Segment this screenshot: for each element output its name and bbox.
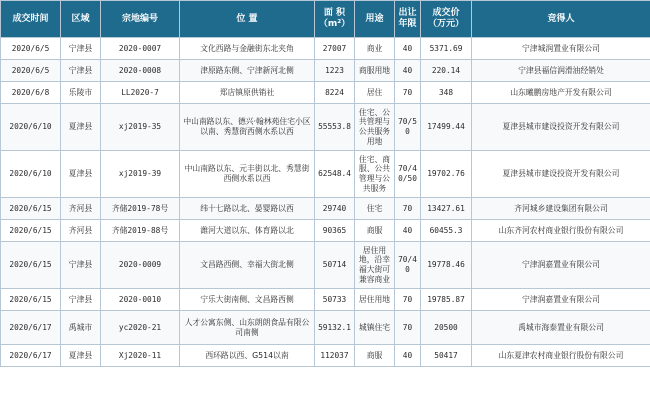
header-usage: 用途 [355,1,395,38]
cell-price: 60455.3 [421,220,472,242]
cell-price: 17499.44 [421,104,472,151]
table-header-row [1,1,650,38]
cell-location: 津原路东侧、宁津新河北侧 [180,60,315,82]
cell-price: 220.14 [421,60,472,82]
cell-buyer: 宁津城润置业有限公司 [472,38,650,60]
cell-years: 40 [395,38,421,60]
table-row [1,242,650,289]
cell-price: 13427.61 [421,198,472,220]
cell-usage: 商服用地 [355,60,395,82]
cell-years: 70/40 [395,242,421,289]
cell-years: 70/40/50 [395,151,421,198]
cell-area: 8224 [315,82,355,104]
cell-buyer: 夏津县城市建设投资开发有限公司 [472,104,650,151]
cell-usage: 居住用地 [355,289,395,311]
cell-region: 宁津县 [61,38,101,60]
cell-region: 宁津县 [61,60,101,82]
cell-buyer: 夏津县城市建设投资开发有限公司 [472,151,650,198]
cell-region: 夏津县 [61,345,101,367]
cell-price: 19778.46 [421,242,472,289]
cell-code: xj2019-35 [101,104,180,151]
cell-code: 齐储2019-78号 [101,198,180,220]
header-area-label: 面 积 [323,8,346,18]
cell-date: 2020/6/15 [1,198,61,220]
cell-code: 齐储2019-88号 [101,220,180,242]
cell-years: 70 [395,289,421,311]
cell-date: 2020/6/15 [1,220,61,242]
cell-area: 62548.4 [315,151,355,198]
cell-years: 40 [395,60,421,82]
cell-location: 郑店镇原供销社 [180,82,315,104]
cell-date: 2020/6/10 [1,151,61,198]
cell-area: 50733 [315,289,355,311]
cell-code: 2020-0010 [101,289,180,311]
cell-area: 1223 [315,60,355,82]
cell-usage: 商业 [355,38,395,60]
table-row [1,289,650,311]
cell-area: 29740 [315,198,355,220]
table-row [1,220,650,242]
header-buyer: 竞得人 [472,1,650,38]
cell-location: 文昌路西侧、幸福大街北侧 [180,242,315,289]
header-area [315,1,355,38]
cell-price: 5371.69 [421,38,472,60]
table-row [1,311,650,345]
cell-years: 70 [395,82,421,104]
cell-usage: 城镇住宅 [355,311,395,345]
header-area-unit: （m²） [318,19,351,29]
cell-code: Xj2020-11 [101,345,180,367]
cell-area: 59132.1 [315,311,355,345]
cell-code: 2020-0009 [101,242,180,289]
cell-date: 2020/6/17 [1,345,61,367]
table-row [1,198,650,220]
cell-buyer: 禹城市海泰置业有限公司 [472,311,650,345]
header-price-label: 成交价 [432,8,460,18]
header-date: 成交时间 [1,1,61,38]
header-region: 区域 [61,1,101,38]
cell-area: 27007 [315,38,355,60]
cell-region: 齐河县 [61,220,101,242]
cell-years: 70/50 [395,104,421,151]
cell-region: 宁津县 [61,289,101,311]
cell-location: 宁乐大街南侧、文昌路西侧 [180,289,315,311]
cell-date: 2020/6/5 [1,60,61,82]
cell-location: 潍河大道以东、体育路以北 [180,220,315,242]
cell-date: 2020/6/8 [1,82,61,104]
table-row [1,104,650,151]
cell-area: 112037 [315,345,355,367]
cell-date: 2020/6/17 [1,311,61,345]
cell-usage: 商服 [355,220,395,242]
cell-code: yc2020-21 [101,311,180,345]
cell-price: 19785.87 [421,289,472,311]
cell-location: 人才公寓东侧、山东朗朗食品有限公司南侧 [180,311,315,345]
cell-date: 2020/6/5 [1,38,61,60]
cell-years: 40 [395,345,421,367]
cell-code: 2020-0007 [101,38,180,60]
cell-buyer: 宁津润嘉置业有限公司 [472,289,650,311]
cell-date: 2020/6/10 [1,104,61,151]
cell-usage: 住宅、商服、公共管理与公共服务 [355,151,395,198]
cell-region: 夏津县 [61,104,101,151]
cell-usage: 商服 [355,345,395,367]
header-price-unit: （万元） [427,19,464,29]
cell-region: 齐河县 [61,198,101,220]
cell-region: 夏津县 [61,151,101,198]
cell-location: 纬十七路以北、晏婴路以西 [180,198,315,220]
cell-date: 2020/6/15 [1,242,61,289]
cell-date: 2020/6/15 [1,289,61,311]
cell-location: 中山南路以东、元丰街以北、秀慧街西侧水系以西 [180,151,315,198]
cell-usage: 居住用地，沿幸福大街可兼容商业 [355,242,395,289]
header-years: 出让年限 [395,1,421,38]
cell-location: 西环路以西、G514以南 [180,345,315,367]
cell-area: 90365 [315,220,355,242]
cell-code: LL2020-7 [101,82,180,104]
cell-years: 70 [395,198,421,220]
cell-buyer: 山东曦鹏房地产开发有限公司 [472,82,650,104]
cell-years: 70 [395,311,421,345]
cell-region: 宁津县 [61,242,101,289]
cell-buyer: 宁津县福信润滑油经销处 [472,60,650,82]
cell-code: xj2019-39 [101,151,180,198]
table-row [1,82,650,104]
cell-price: 348 [421,82,472,104]
cell-region: 禹城市 [61,311,101,345]
cell-region: 乐陵市 [61,82,101,104]
cell-location: 中山南路以东、德兴·翰林苑住宅小区以南、秀慧街西侧水系以西 [180,104,315,151]
cell-usage: 住宅、公共管理与公共服务用地 [355,104,395,151]
cell-location: 文化西路与金融街东北夹角 [180,38,315,60]
cell-buyer: 山东夏津农村商业银行股份有限公司 [472,345,650,367]
cell-buyer: 齐河城乡建设集团有限公司 [472,198,650,220]
header-location: 位 置 [180,1,315,38]
table-body [1,38,650,367]
table-row [1,60,650,82]
table-row [1,38,650,60]
cell-years: 40 [395,220,421,242]
table-row [1,345,650,367]
cell-price: 19702.76 [421,151,472,198]
cell-area: 55553.8 [315,104,355,151]
cell-usage: 居住 [355,82,395,104]
cell-price: 20500 [421,311,472,345]
cell-buyer: 山东齐河农村商业银行股份有限公司 [472,220,650,242]
cell-usage: 住宅 [355,198,395,220]
cell-code: 2020-0008 [101,60,180,82]
cell-area: 50714 [315,242,355,289]
cell-buyer: 宁津润嘉置业有限公司 [472,242,650,289]
cell-price: 50417 [421,345,472,367]
table-row [1,151,650,198]
header-price [421,1,472,38]
header-code: 宗地编号 [101,1,180,38]
